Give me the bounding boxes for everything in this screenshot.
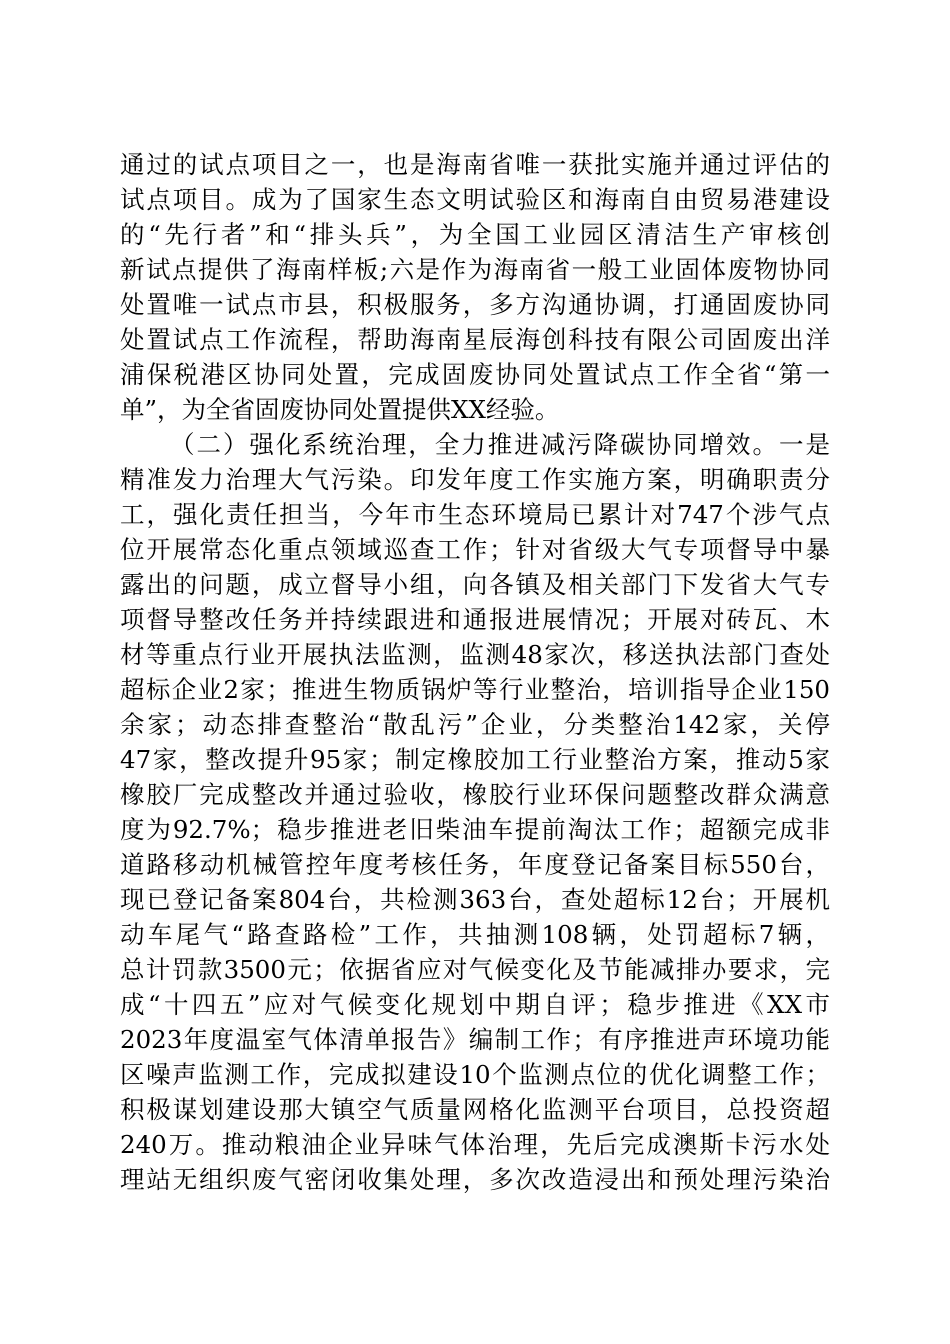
text-line: 处置唯一试点市县，积极服务，多方沟通协调，打通固废协同 [120,290,830,319]
text-line: 度为92.7%；稳步推进老旧柴油车提前淘汰工作；超额完成非 [120,815,830,844]
text-line: 区噪声监测工作，完成拟建设10个监测点位的优化调整工作； [120,1060,830,1089]
text-line: 47家，整改提升95家；制定橡胶加工行业整治方案，推动5家 [120,745,830,774]
text-line: 新试点提供了海南样板;六是作为海南省一般工业固体废物协同 [120,255,830,284]
text-line: 道路移动机械管控年度考核任务，年度登记备案目标550台， [120,850,830,879]
text-line: 总计罚款3500元；依据省应对气候变化及节能减排办要求，完 [120,955,830,984]
text-line: 精准发力治理大气污染。印发年度工作实施方案，明确职责分 [120,465,830,494]
text-line: 处置试点工作流程，帮助海南星辰海创科技有限公司固废出洋 [120,325,830,354]
text-line: 露出的问题，成立督导小组，向各镇及相关部门下发省大气专 [120,570,830,599]
text-line: 现已登记备案804台，共检测363台，查处超标12台；开展机 [120,885,830,914]
text-line: 工，强化责任担当，今年市生态环境局已累计对747个涉气点 [120,500,830,529]
text-line: 单”，为全省固废协同处置提供XX经验。 [120,395,560,424]
text-line: 橡胶厂完成整改并通过验收，橡胶行业环保问题整改群众满意 [120,780,830,809]
text-line: 位开展常态化重点领域巡查工作；针对省级大气专项督导中暴 [120,535,830,564]
text-line: 成“十四五”应对气候变化规划中期自评；稳步推进《XX市 [120,990,830,1019]
text-line: 240万。推动粮油企业异味气体治理，先后完成澳斯卡污水处 [120,1130,830,1159]
text-line: 项督导整改任务并持续跟进和通报进展情况；开展对砖瓦、木 [120,605,830,634]
text-line: 试点项目。成为了国家生态文明试验区和海南自由贸易港建设 [120,185,830,214]
text-line: 余家；动态排查整治“散乱污”企业，分类整治142家，关停 [120,710,830,739]
text-line: 浦保税港区协同处置，完成固废协同处置试点工作全省“第一 [120,360,830,389]
text-line: 的“先行者”和“排头兵”，为全国工业园区清洁生产审核创 [120,220,830,249]
text-line: 材等重点行业开展执法监测，监测48家次，移送执法部门查处 [120,640,830,669]
section-heading: （二）强化系统治理，全力推进减污降碳协同增效。一是 [170,430,830,459]
text-line: 超标企业2家；推进生物质锅炉等行业整治，培训指导企业150 [120,675,830,704]
text-line: 理站无组织废气密闭收集处理，多次改造浸出和预处理污染治 [120,1165,830,1194]
text-line: 动车尾气“路查路检”工作，共抽测108辆，处罚超标7辆， [120,920,830,949]
text-line: 积极谋划建设那大镇空气质量网格化监测平台项目，总投资超 [120,1095,830,1124]
text-line: 通过的试点项目之一，也是海南省唯一获批实施并通过评估的 [120,150,830,179]
text-line: 2023年度温室气体清单报告》编制工作；有序推进声环境功能 [120,1025,830,1054]
